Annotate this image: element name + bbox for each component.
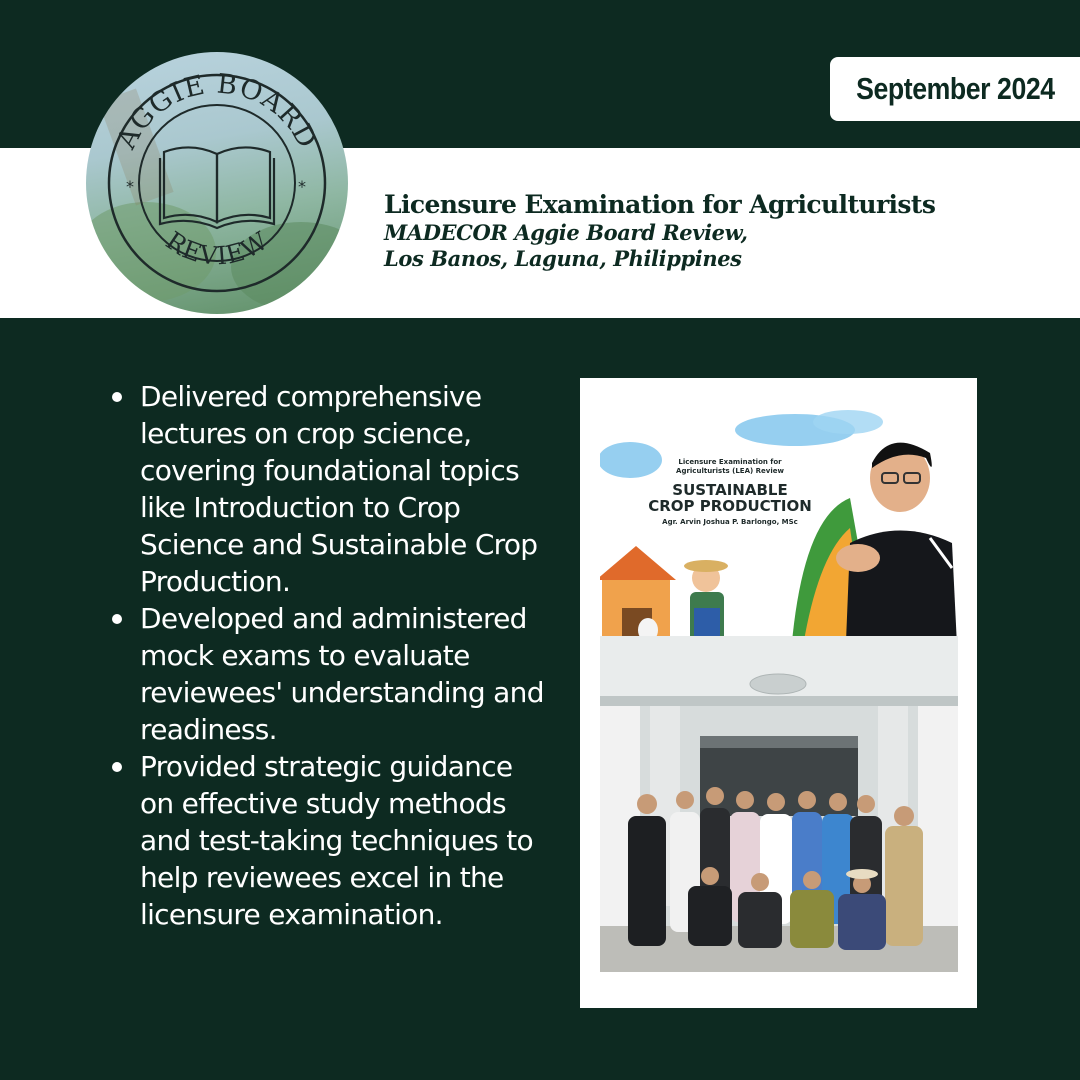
svg-text:*: * — [298, 177, 306, 196]
date-label: September 2024 — [855, 71, 1055, 106]
poster-title-line1: SUSTAINABLE — [672, 481, 788, 499]
logo-emblem — [86, 52, 348, 314]
lecture-photo — [600, 408, 958, 666]
list-item: Provided strategic guidance on effective study methods and test-taking techniques to help reviewees excel in the licensure examination. — [108, 748, 548, 933]
organization-name: MADECOR Aggie Board Review, — [384, 220, 748, 245]
list-item: Delivered comprehensive lectures on crop science, covering foundational topics like Introduction to Crop Science and Sustainable Crop Production. — [108, 378, 548, 600]
list-item: Developed and administered mock exams to evaluate reviewees' understanding and readiness. — [108, 600, 548, 748]
svg-text:AGGIE BOARD — [111, 69, 323, 155]
aggie-board-review-logo — [86, 52, 348, 314]
responsibilities-list — [108, 378, 548, 933]
logo-bottom-text: REVIEW — [160, 225, 274, 271]
photo-card — [580, 378, 977, 1008]
poster-illustration — [600, 408, 958, 666]
group-photo — [600, 636, 958, 972]
heading-block — [384, 190, 935, 272]
poster-author: Agr. Arvin Joshua P. Barlongo, MSc — [662, 518, 798, 526]
poster-subtitle: Licensure Examination for Agriculturists (LEA) Review — [676, 458, 784, 475]
exam-title: Licensure Examination for Agriculturists — [384, 190, 936, 219]
date-badge — [830, 57, 1080, 121]
logo-top-text: AGGIE BOARD — [111, 68, 323, 154]
poster-title-line2: CROP PRODUCTION — [648, 497, 812, 515]
location-text: Los Banos, Laguna, Philippines — [384, 246, 742, 271]
open-book-icon — [160, 147, 274, 228]
svg-text:*: * — [126, 177, 134, 196]
